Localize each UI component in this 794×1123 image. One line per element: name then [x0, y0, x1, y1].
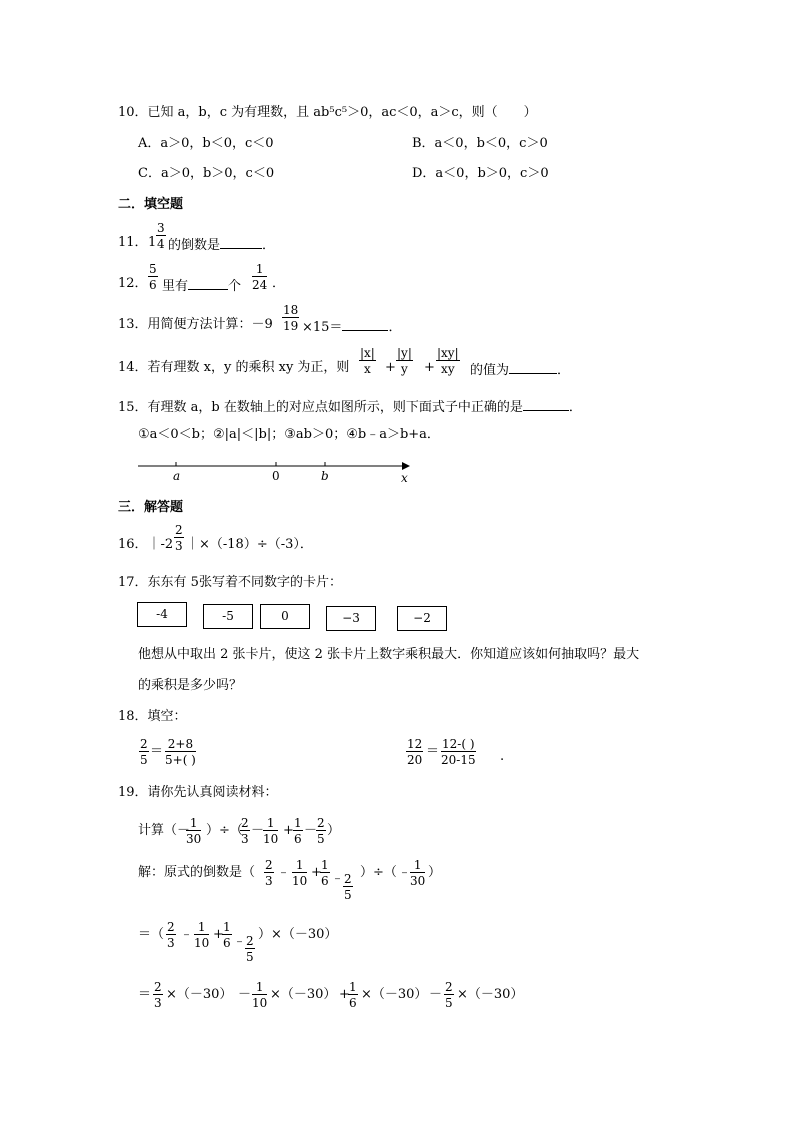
- denominator: 3: [241, 832, 249, 846]
- q19-minus: ﹣: [233, 934, 247, 949]
- q19-times-30: ×（－30）: [270, 987, 337, 1002]
- q18-b-equals: ＝: [426, 744, 440, 759]
- numerator: 1: [410, 859, 425, 873]
- axis-label-b: b: [321, 469, 329, 483]
- frac-2-5: [444, 981, 454, 1009]
- frac-1-6: [293, 817, 303, 845]
- q19-minus: ﹣: [331, 871, 345, 886]
- q19-close: ）: [327, 823, 341, 838]
- numerator: 12-( ): [442, 737, 475, 751]
- numerator: 1: [292, 859, 307, 873]
- q16-prefix: 16．｜-2: [118, 537, 174, 552]
- section-heading-fill-blank: 二．填空题: [118, 197, 184, 212]
- q13-prefix: 13．用简便方法计算：－9: [118, 317, 273, 332]
- numerator: 1: [252, 263, 267, 277]
- card-2: -5: [203, 604, 253, 629]
- q11-whole: 1: [148, 235, 157, 250]
- numerator: 2: [246, 934, 254, 948]
- q11-end: ．: [262, 238, 276, 253]
- q19-line3-suffix: ）×（－30）: [258, 927, 338, 942]
- axis-label-x: x: [401, 471, 408, 485]
- card-5: −2: [397, 606, 447, 631]
- denominator: 3: [175, 539, 183, 553]
- numerator: |x|: [360, 346, 375, 360]
- frac-2-3: [166, 921, 176, 949]
- q12-mid1: 里有: [162, 279, 189, 294]
- q18-a-right: [165, 738, 196, 766]
- numerator: 1: [223, 920, 231, 934]
- frac-1-30: [410, 859, 425, 887]
- frac-2-3: [153, 981, 163, 1009]
- numerator: 3: [157, 221, 165, 235]
- q19-line4-prefix: ＝: [138, 987, 152, 1002]
- q19-plus: +: [311, 865, 322, 880]
- numerator: 2: [175, 523, 183, 537]
- numerator: 18: [283, 303, 299, 317]
- axis-label-a: a: [173, 469, 181, 483]
- q15-items: ①a＜0＜b；②|a|＜|b|；③ab＞0；④b﹣a＞b+a．: [138, 427, 440, 442]
- denominator: 6: [223, 936, 231, 950]
- numerator: 1: [194, 921, 209, 935]
- section-heading-solutions: 三．解答题: [118, 500, 184, 515]
- numerator: |xy|: [437, 346, 459, 360]
- denominator: 6: [321, 874, 329, 888]
- q13-post: ×15＝: [302, 320, 343, 335]
- frac-2-5: [316, 817, 326, 845]
- denominator: 5: [445, 996, 453, 1010]
- q18-b-left: [406, 738, 423, 766]
- frac-2-3: [264, 859, 274, 887]
- number-line-arrow: [402, 462, 410, 470]
- q12-number: 12．: [118, 276, 148, 291]
- axis-label-zero: 0: [272, 469, 280, 483]
- denominator: 20-15: [441, 753, 476, 767]
- q17-stem: 17．东东有 5张写着不同数字的卡片：: [118, 575, 342, 590]
- numerator: 2: [317, 816, 325, 830]
- q14-post: 的值为: [470, 363, 510, 378]
- q14-plus-2: +: [424, 360, 435, 375]
- numerator: 1: [252, 981, 267, 995]
- q15-stem-text: 15．有理数 a，b 在数轴上的对应点如图所示，则下面式子中正确的是: [118, 400, 523, 415]
- numerator: 1: [263, 817, 278, 831]
- q19-plus: +: [213, 927, 224, 942]
- q12-end: ．: [272, 276, 286, 291]
- denominator: 19: [283, 319, 299, 333]
- frac-1-10: [252, 981, 267, 1009]
- denominator: x: [364, 362, 371, 376]
- numerator: 1: [349, 980, 357, 994]
- denominator: 5: [317, 832, 325, 846]
- frac-1-6: [348, 981, 358, 1009]
- q19-minus: －: [251, 823, 265, 838]
- denominator: y: [401, 362, 408, 376]
- q19-div: ）÷（: [360, 865, 397, 880]
- denominator: 5: [246, 950, 254, 964]
- q19-calc-label: 计算（－: [138, 823, 191, 838]
- q16-suffix: ｜×（-18）÷（-3）．: [186, 537, 313, 552]
- numerator: 2: [265, 858, 273, 872]
- numerator: 2+8: [165, 738, 196, 752]
- numerator: 1: [186, 817, 201, 831]
- q18-b-right: [441, 738, 476, 766]
- numerator: 2: [140, 737, 148, 751]
- denominator: 6: [149, 278, 157, 292]
- frac-1-10: [292, 859, 307, 887]
- q19-solution-label: 解：原式的倒数是（: [138, 865, 256, 880]
- frac-1-6: [222, 921, 232, 949]
- frac-1-10: [194, 921, 209, 949]
- q19-minus: －: [429, 987, 443, 1002]
- q18-stem: 18．填空：: [118, 709, 187, 724]
- denominator: 4: [157, 237, 165, 251]
- q19-plus: +: [339, 987, 350, 1002]
- frac-2-5: [343, 873, 353, 901]
- q14-plus-1: +: [385, 360, 396, 375]
- q13-end: ．: [388, 320, 402, 335]
- q10-option-c: C．a＞0，b＞0，c＜0: [138, 166, 275, 181]
- q16-fraction: [174, 524, 184, 552]
- numerator: 1: [294, 816, 302, 830]
- numerator: 2: [167, 920, 175, 934]
- q17-line-2: 的乘积是多少吗？: [138, 678, 243, 693]
- q19-times-30: ×（－30）: [166, 987, 233, 1002]
- numerator: 1: [321, 858, 329, 872]
- denominator: 3: [167, 936, 175, 950]
- frac-1-6: [320, 859, 330, 887]
- numerator: 2: [445, 980, 453, 994]
- q11-number: 11．: [118, 235, 148, 250]
- q17-line-1: 他想从中取出 2 张卡片，使这 2 张卡片上数字乘积最大．你知道应该如何抽取吗？最大: [138, 647, 640, 662]
- denominator: 3: [154, 996, 162, 1010]
- q10-option-d: D．a＜0，b＞0，c＞0: [412, 166, 549, 181]
- frac-1-10: [263, 817, 278, 845]
- denominator: 24: [252, 278, 268, 292]
- q19-close: ）: [428, 865, 442, 880]
- denominator: 10: [194, 936, 210, 950]
- q19-times-30: ×（－30）: [361, 987, 428, 1002]
- denominator: 5: [344, 888, 352, 902]
- numerator: 2: [154, 980, 162, 994]
- q19-times-30: ×（－30）: [457, 987, 524, 1002]
- frac-2-3: [240, 817, 250, 845]
- frac-1-30: [186, 817, 201, 845]
- q18-a-equals: ＝: [150, 744, 164, 759]
- denominator: 6: [349, 996, 357, 1010]
- denominator: 5: [140, 753, 148, 767]
- q19-stem: 19．请你先认真阅读材料：: [118, 785, 278, 800]
- denominator: 10: [292, 874, 308, 888]
- q18-b-end: .: [500, 749, 505, 764]
- denominator: xy: [441, 362, 455, 376]
- q10-stem: 10．已知 a，b，c 为有理数，且 ab⁵c⁵＞0，ac＜0，a＞c，则（ ）: [118, 105, 537, 120]
- card-3: 0: [260, 604, 310, 629]
- q10-option-b: B．a＜0，b＜0，c＞0: [412, 136, 548, 151]
- q18-a-left: [139, 738, 149, 766]
- numerator: 2: [344, 872, 352, 886]
- q19-minus: ﹣: [398, 865, 412, 880]
- card-4: −3: [326, 606, 376, 631]
- q12-mid2: 个: [228, 279, 242, 294]
- q14-end: ．: [557, 363, 571, 378]
- denominator: 30: [410, 874, 426, 888]
- q19-minus: －: [238, 987, 252, 1002]
- numerator: 5: [149, 262, 157, 276]
- q15-end: ．: [568, 400, 582, 415]
- q19-line3-prefix: ＝（: [138, 927, 165, 942]
- denominator: 10: [263, 832, 279, 846]
- q10-option-a: A．a＞0，b＜0，c＜0: [138, 136, 274, 151]
- numerator: 12: [407, 737, 423, 751]
- denominator: 20: [407, 753, 423, 767]
- card-1: -4: [137, 602, 187, 627]
- q14-prefix: 14．若有理数 x，y 的乘积 xy 为正，则: [118, 360, 350, 375]
- q11-label: 的倒数是: [168, 238, 221, 253]
- denominator: 3: [265, 874, 273, 888]
- frac-2-5: [245, 935, 255, 963]
- q19-plus: +: [283, 823, 294, 838]
- q19-minus: －: [304, 823, 318, 838]
- denominator: 5+( ): [165, 753, 196, 767]
- q19-minus: ﹣: [277, 865, 291, 880]
- numerator: |y|: [397, 346, 412, 360]
- denominator: 6: [294, 832, 302, 846]
- q19-div: ）÷（: [206, 823, 243, 838]
- q19-minus: ﹣: [180, 927, 194, 942]
- denominator: 30: [186, 832, 202, 846]
- denominator: 10: [252, 996, 268, 1010]
- numerator: 2: [241, 816, 249, 830]
